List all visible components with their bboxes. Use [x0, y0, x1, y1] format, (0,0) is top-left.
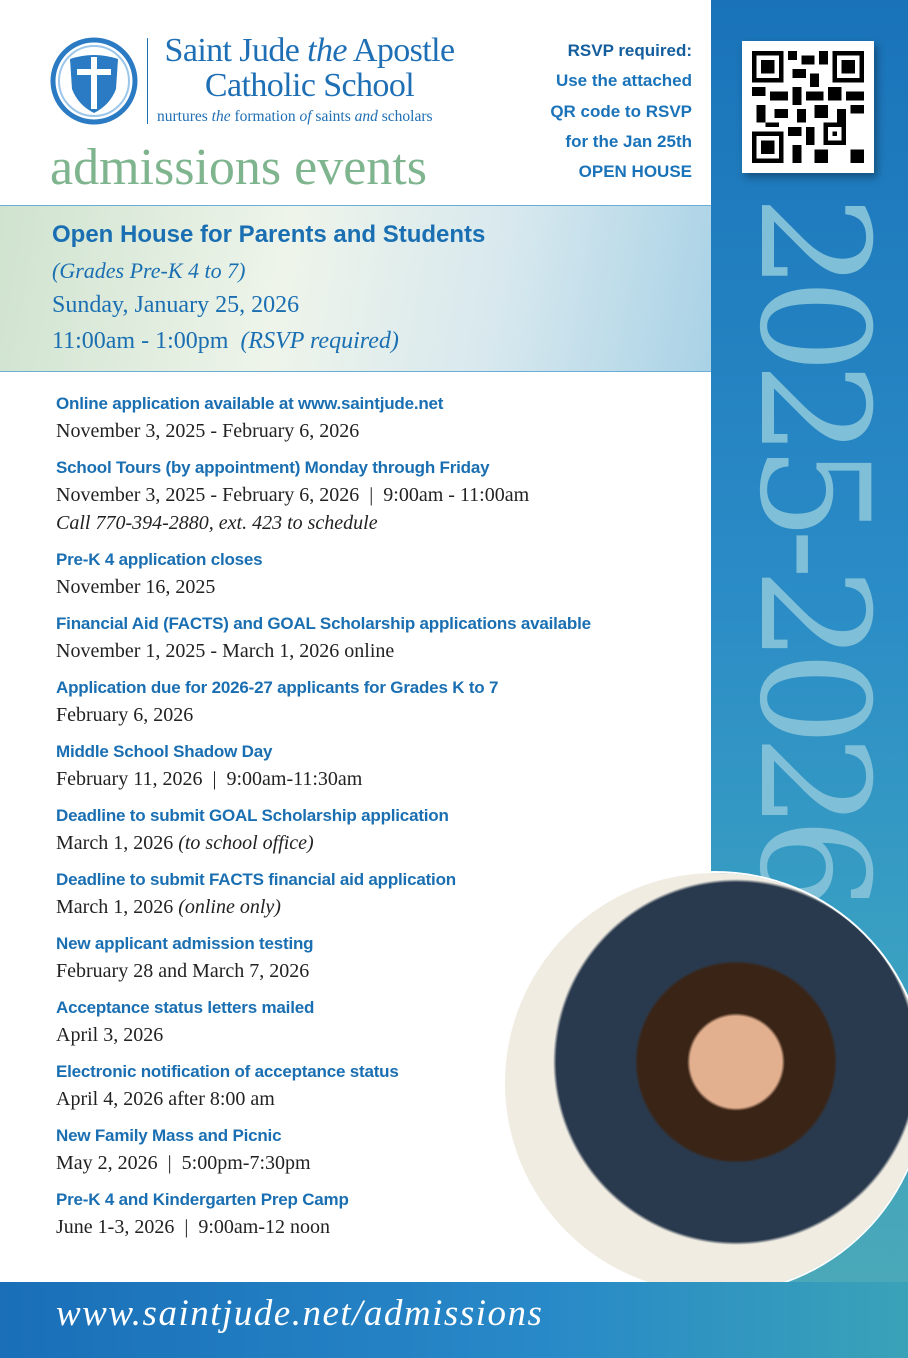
open-house-time: 11:00am - 1:00pm (RSVP required) [52, 328, 399, 354]
event-item: Electronic notification of acceptance status April 4, 2026 after 8:00 am [56, 1062, 399, 1110]
event-item: Acceptance status letters mailed April 3, 2026 [56, 998, 315, 1046]
school-crest-logo [50, 37, 138, 125]
open-house-banner [0, 205, 711, 372]
event-item: Financial Aid (FACTS) and GOAL Scholarship applications available November 1, 2025 - March 1, 2026 online [56, 614, 591, 662]
school-tagline: nurtures the formation of saints and scholars [157, 108, 433, 125]
school-year: 2025-2026 [726, 195, 900, 902]
event-item: New Family Mass and Picnic May 2, 2026 | 5:00pm-7:30pm [56, 1126, 311, 1174]
rsvp-qr-code[interactable] [742, 41, 874, 173]
page-heading: admissions events [50, 139, 427, 196]
event-item: Pre-K 4 and Kindergarten Prep Camp June 1-3, 2026 | 9:00am-12 noon [56, 1190, 349, 1238]
rsvp-notice: RSVP required: Use the attached QR code to RSVP for the Jan 25th OPEN HOUSE [550, 41, 692, 182]
open-house-grades: (Grades Pre-K 4 to 7) [52, 258, 246, 283]
footer-bar [0, 1282, 908, 1358]
event-item: School Tours (by appointment) Monday through Friday November 3, 2025 - February 6, 2026 | 9:00am - 11:00am Call 770-394-2880, ext. 423 to schedule [56, 458, 530, 534]
event-item: Middle School Shadow Day February 11, 2026 | 9:00am-11:30am [56, 742, 363, 790]
logo-divider [147, 38, 148, 124]
admissions-url-link[interactable]: www.saintjude.net/admissions [56, 1293, 544, 1334]
event-item: Online application available at www.saintjude.net November 3, 2025 - February 6, 2026 [56, 394, 444, 442]
event-item: Application due for 2026-27 applicants for Grades K to 7 February 6, 2026 [56, 678, 499, 726]
open-house-title: Open House for Parents and Students [52, 221, 486, 248]
event-item: Deadline to submit FACTS financial aid application March 1, 2026 (online only) [56, 870, 456, 918]
school-name: Saint Jude the Apostle Catholic School [164, 32, 455, 104]
event-item: Deadline to submit GOAL Scholarship application March 1, 2026 (to school office) [56, 806, 449, 854]
open-house-date: Sunday, January 25, 2026 [52, 292, 300, 318]
event-item: New applicant admission testing February 28 and March 7, 2026 [56, 934, 314, 982]
event-item: Pre-K 4 application closes November 16, 2025 [56, 550, 263, 598]
student-photo [505, 873, 908, 1293]
